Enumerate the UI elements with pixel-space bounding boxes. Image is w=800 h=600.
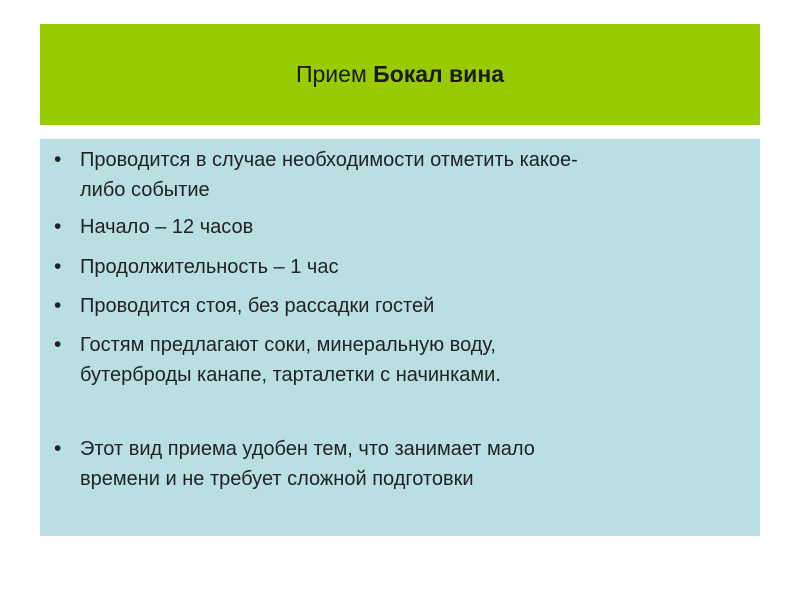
bullet-icon: • xyxy=(54,215,62,238)
title-bar xyxy=(40,24,760,125)
bullet-line: Этот вид приема удобен тем, что занимает мало xyxy=(80,438,535,460)
bullet-icon: • xyxy=(54,333,62,356)
bullet-icon: • xyxy=(54,294,62,317)
bullet-line: времени и не требует сложной подготовки xyxy=(80,468,474,490)
slide-title-prefix: Прием xyxy=(295,61,374,87)
slide-title-bold: Бокал вина xyxy=(373,61,505,87)
bullet-line: Гостям предлагают соки, минеральную воду, xyxy=(80,334,496,356)
bullet-text xyxy=(80,434,752,494)
bullet-line: бутерброды канапе, тарталетки с начинками. xyxy=(80,364,501,386)
bullet-text xyxy=(80,252,752,282)
bullet-line: Продолжительность – 1 час xyxy=(80,256,339,278)
bullet-line: Проводится в случае необходимости отметить какое- xyxy=(80,149,578,171)
bullet-text xyxy=(80,291,752,321)
slide-title xyxy=(296,61,504,88)
content-box xyxy=(40,139,760,536)
bullet-icon: • xyxy=(54,255,62,278)
bullet-line: либо событие xyxy=(80,179,210,201)
bullet-text xyxy=(80,145,752,205)
bullet-text xyxy=(80,212,752,242)
bullet-icon: • xyxy=(54,437,62,460)
bullet-line: Начало – 12 часов xyxy=(80,216,254,238)
bullet-line: Проводится стоя, без рассадки гостей xyxy=(80,295,435,317)
bullet-icon: • xyxy=(54,148,62,171)
bullet-text xyxy=(80,330,752,390)
